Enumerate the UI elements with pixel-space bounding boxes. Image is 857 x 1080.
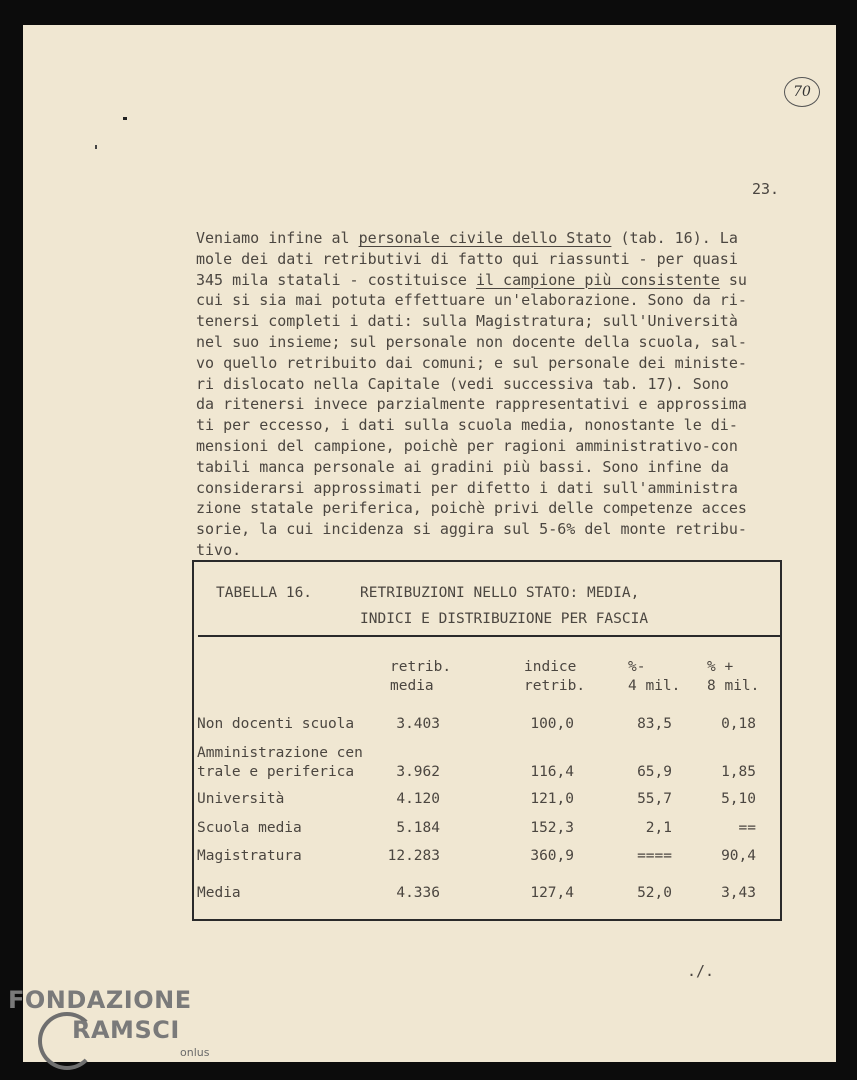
- paragraph-line: [196, 457, 796, 478]
- archive-number-stamp: 70: [784, 77, 820, 107]
- cell-plus8: 0,18: [721, 716, 756, 732]
- cell-minus4: ====: [637, 848, 672, 864]
- cell-retrib: 3.962: [396, 764, 440, 780]
- paragraph-line: [196, 394, 796, 415]
- cell-minus4: 65,9: [637, 764, 672, 780]
- paragraph-line: [196, 374, 796, 395]
- cell-retrib: 4.336: [396, 885, 440, 901]
- cell-retrib: 4.120: [396, 791, 440, 807]
- paragraph-line: [196, 519, 796, 540]
- row-label: Scuola media: [197, 820, 302, 836]
- text-run: ri dislocato nella Capitale (vedi successiva tab. 17). Sono: [196, 374, 729, 393]
- cell-retrib: 5.184: [396, 820, 440, 836]
- text-run: sorie, la cui incidenza si aggira sul 5-6% del monte retribu-: [196, 520, 747, 539]
- cell-minus4: 55,7: [637, 791, 672, 807]
- header-retrib-media-line1: retrib.: [390, 659, 452, 675]
- paragraph-line: [196, 311, 796, 332]
- watermark-line2: RAMSCI: [72, 1016, 180, 1044]
- header-minus4-line1: %-: [628, 659, 646, 675]
- cell-indice: 121,0: [530, 791, 574, 807]
- data-table: [192, 560, 782, 921]
- text-run: (tab. 16). La: [611, 229, 738, 247]
- paragraph-line: [196, 270, 796, 291]
- text-run: su: [719, 270, 747, 289]
- cell-minus4: 2,1: [645, 820, 672, 836]
- document-page: [23, 25, 836, 1062]
- table-label: TABELLA 16.: [216, 585, 313, 601]
- ink-speck: [123, 117, 127, 120]
- header-indice-line1: indice: [524, 659, 577, 675]
- text-run: nel suo insieme; sul personale non docente della scuola, sal-: [196, 332, 747, 351]
- cell-indice: 116,4: [530, 764, 574, 780]
- text-run: Veniamo infine al: [196, 229, 359, 247]
- text-run: ti per eccesso, i dati sulla scuola media, nonostante le di-: [196, 416, 738, 435]
- text-run: cui si sia mai potuta effettuare un'elaborazione. Sono da ri-: [196, 291, 747, 310]
- text-run: 345 mila statali - costituisce: [196, 270, 476, 289]
- text-run: mensioni del campione, poichè per ragioni amministrativo-con: [196, 436, 738, 455]
- table-title-line2: INDICI E DISTRIBUZIONE PER FASCIA: [360, 611, 649, 627]
- row-label: Non docenti scuola: [197, 716, 355, 732]
- continuation-mark: ./.: [687, 962, 715, 980]
- text-run: considerarsi approssimati per difetto i dati sull'amministra: [196, 478, 738, 497]
- text-run: da ritenersi invece parzialmente rappresentativi e approssima: [196, 395, 747, 414]
- text-run: zione statale periferica, poichè privi delle competenze acces: [196, 499, 747, 518]
- ink-speck: [95, 145, 97, 149]
- cell-indice: 360,9: [530, 848, 574, 864]
- row-label: Università: [197, 791, 285, 807]
- header-indice-line2: retrib.: [524, 678, 586, 694]
- text-run: tabili manca personale ai gradini più bassi. Sono infine da: [196, 457, 729, 476]
- underlined-text: personale civile dello Stato: [358, 229, 612, 247]
- header-minus4-line2: 4 mil.: [628, 678, 681, 694]
- paragraph-line: [196, 498, 796, 519]
- cell-retrib: 3.403: [396, 716, 440, 732]
- header-retrib-media-line2: media: [390, 678, 434, 694]
- row-label: Magistratura: [197, 848, 302, 864]
- text-run: tivo.: [196, 540, 242, 559]
- table-separator: [198, 635, 780, 637]
- paragraph-line: [196, 540, 796, 561]
- text-run: mole dei dati retributivi di fatto qui riassunti - per quasi: [196, 249, 738, 268]
- cell-indice: 127,4: [530, 885, 574, 901]
- paragraph-line: [196, 249, 796, 270]
- archive-watermark-logo: [8, 984, 228, 1074]
- cell-minus4: 52,0: [637, 885, 672, 901]
- row-label-continued: trale e periferica: [197, 764, 355, 780]
- cell-plus8: ==: [738, 820, 756, 836]
- row-label: Media: [197, 885, 241, 901]
- text-run: tenersi completi i dati: sulla Magistratura; sull'Università: [196, 312, 738, 331]
- text-run: vo quello retribuito dai comuni; e sul personale dei ministe-: [196, 353, 747, 372]
- paragraph-line: [196, 353, 796, 374]
- table-title-line1: RETRIBUZIONI NELLO STATO: MEDIA,: [360, 585, 640, 601]
- cell-indice: 152,3: [530, 820, 574, 836]
- header-plus8-line2: 8 mil.: [707, 678, 760, 694]
- cell-plus8: 90,4: [721, 848, 756, 864]
- paragraph-line: [196, 290, 796, 311]
- cell-retrib: 12.283: [387, 848, 440, 864]
- page-number: 23.: [752, 180, 780, 198]
- underlined-text: il campione più consistente: [475, 270, 720, 289]
- cell-indice: 100,0: [530, 716, 574, 732]
- cell-plus8: 5,10: [721, 791, 756, 807]
- body-paragraph: [196, 228, 796, 561]
- paragraph-line: [196, 228, 796, 249]
- paragraph-line: [196, 415, 796, 436]
- paragraph-line: [196, 332, 796, 353]
- cell-plus8: 1,85: [721, 764, 756, 780]
- header-plus8-line1: % +: [707, 659, 734, 675]
- cell-minus4: 83,5: [637, 716, 672, 732]
- paragraph-line: [196, 478, 796, 499]
- watermark-line1: FONDAZIONE: [8, 986, 192, 1014]
- paragraph-line: [196, 436, 796, 457]
- cell-plus8: 3,43: [721, 885, 756, 901]
- row-label: Amministrazione cen: [197, 745, 363, 761]
- watermark-onlus: onlus: [180, 1046, 210, 1059]
